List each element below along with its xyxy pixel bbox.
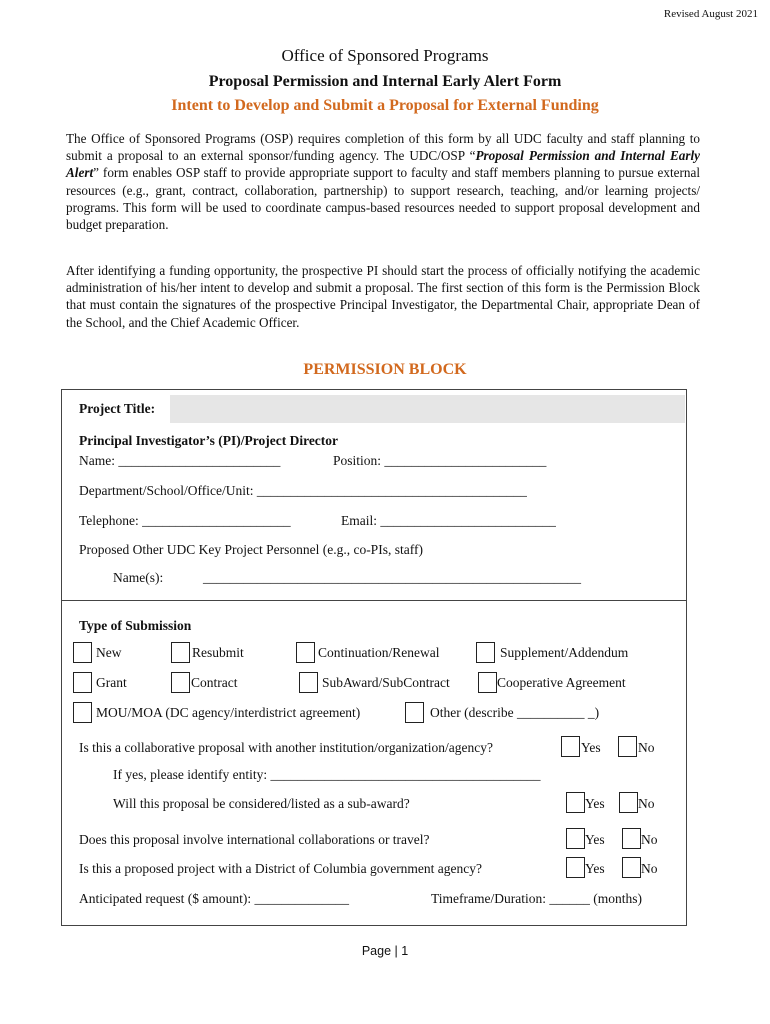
collab-question: Is this a collaborative proposal with another institution/organization/agency? — [79, 740, 494, 755]
new-checkbox[interactable] — [73, 642, 92, 663]
dc-yes-checkbox[interactable] — [566, 857, 585, 878]
contract-checkbox[interactable] — [171, 672, 190, 693]
office-name: Office of Sponsored Programs — [281, 46, 489, 65]
telephone-field[interactable]: Telephone: ______________________ — [79, 513, 291, 528]
international-yes-checkbox[interactable] — [566, 828, 585, 849]
intro-paragraph-2: After identifying a funding opportunity, the prospective PI should start the process of officially notifying the academic administration of his/her intent to develop and submit a proposal. The first section of this form is the Permission Block that must contain the signatures of the prospective Principal Investigator, the Departmental Chair, appropriate Dean of the School, and the Chief Academic Officer. — [66, 263, 700, 330]
permission-block-heading: PERMISSION BLOCK — [303, 361, 467, 378]
personnel-label: Proposed Other UDC Key Project Personnel (e.g., co-PIs, staff) — [79, 542, 423, 557]
grant-label: Grant — [96, 675, 127, 690]
cooperative-label: Cooperative Agreement — [497, 675, 626, 690]
contract-label: Contract — [191, 675, 238, 690]
names-label: Name(s): — [113, 570, 164, 585]
other-label: Other (describe __________ _) — [430, 705, 600, 720]
department-field[interactable]: Department/School/Office/Unit: ________________________________________ — [79, 483, 527, 498]
continuation-checkbox[interactable] — [296, 642, 315, 663]
subaward-yes-label: Yes — [585, 796, 605, 811]
subaward-no-checkbox[interactable] — [619, 792, 638, 813]
grant-checkbox[interactable] — [73, 672, 92, 693]
entity-field[interactable]: If yes, please identify entity: ________________________________________ — [113, 767, 541, 782]
other-checkbox[interactable] — [405, 702, 424, 723]
subaward-no-label: No — [638, 796, 655, 811]
cooperative-checkbox[interactable] — [478, 672, 497, 693]
dc-no-checkbox[interactable] — [622, 857, 641, 878]
new-label: New — [96, 645, 122, 660]
resubmit-label: Resubmit — [192, 645, 244, 660]
supplement-checkbox[interactable] — [476, 642, 495, 663]
revision-date: Revised August 2021 — [663, 8, 758, 20]
project-title-field[interactable] — [170, 395, 685, 423]
intro-paragraph-1 — [66, 130, 700, 233]
collab-yes-label: Yes — [581, 740, 601, 755]
pi-heading: Principal Investigator’s (PI)/Project Director — [79, 433, 339, 448]
international-no-label: No — [641, 832, 658, 847]
anticipated-request-field[interactable]: Anticipated request ($ amount): ______________ — [79, 891, 349, 906]
form-title: Proposal Permission and Internal Early Alert Form — [208, 73, 562, 90]
collab-yes-checkbox[interactable] — [561, 736, 580, 757]
subaward-yes-checkbox[interactable] — [566, 792, 585, 813]
mou-label: MOU/MOA (DC agency/interdistrict agreement) — [96, 705, 361, 720]
form-name-emphasis: Proposal Permission and Internal Early Alert — [66, 148, 701, 181]
intro-text: The Office of Sponsored Programs (OSP) requires completion of this form by all UDC faculty and staff planning to submit a proposal to an external sponsor/funding agency. The UDC/OSP “ — [66, 131, 700, 164]
pi-position-field[interactable]: Position: ________________________ — [333, 453, 547, 468]
dc-no-label: No — [641, 861, 658, 876]
email-field[interactable]: Email: __________________________ — [341, 513, 556, 528]
intro-text: ” form enables OSP staff to provide appropriate support to faculty and staff members planning to pursue external resources (e.g., grant, contract, collaboration, partnership) to support research, teaching, and/or learning projects/ programs. This form will be used to coordinate campus-based resources needed to support proposal development and budget preparation. — [66, 165, 700, 233]
subaward-label: SubAward/SubContract — [322, 675, 450, 690]
resubmit-checkbox[interactable] — [171, 642, 190, 663]
continuation-label: Continuation/Renewal — [318, 645, 440, 660]
collab-no-checkbox[interactable] — [618, 736, 637, 757]
supplement-label: Supplement/Addendum — [500, 645, 629, 660]
dc-yes-label: Yes — [585, 861, 605, 876]
form-subtitle: Intent to Develop and Submit a Proposal for External Funding — [171, 97, 599, 114]
names-field[interactable]: ________________________________________________________ — [203, 570, 581, 585]
international-no-checkbox[interactable] — [622, 828, 641, 849]
page-number: Page | 1 — [361, 944, 409, 958]
project-title-label: Project Title: — [79, 401, 156, 416]
collab-no-label: No — [638, 740, 655, 755]
dc-agency-question: Is this a proposed project with a District of Columbia government agency? — [79, 861, 483, 876]
mou-checkbox[interactable] — [73, 702, 92, 723]
subaward-checkbox[interactable] — [299, 672, 318, 693]
international-yes-label: Yes — [585, 832, 605, 847]
pi-name-field[interactable]: Name: ________________________ — [79, 453, 281, 468]
international-question: Does this proposal involve international collaborations or travel? — [79, 832, 430, 847]
submission-heading: Type of Submission — [79, 618, 192, 633]
timeframe-field[interactable]: Timeframe/Duration: ______ (months) — [431, 891, 642, 906]
subaward-question: Will this proposal be considered/listed as a sub-award? — [113, 796, 410, 811]
